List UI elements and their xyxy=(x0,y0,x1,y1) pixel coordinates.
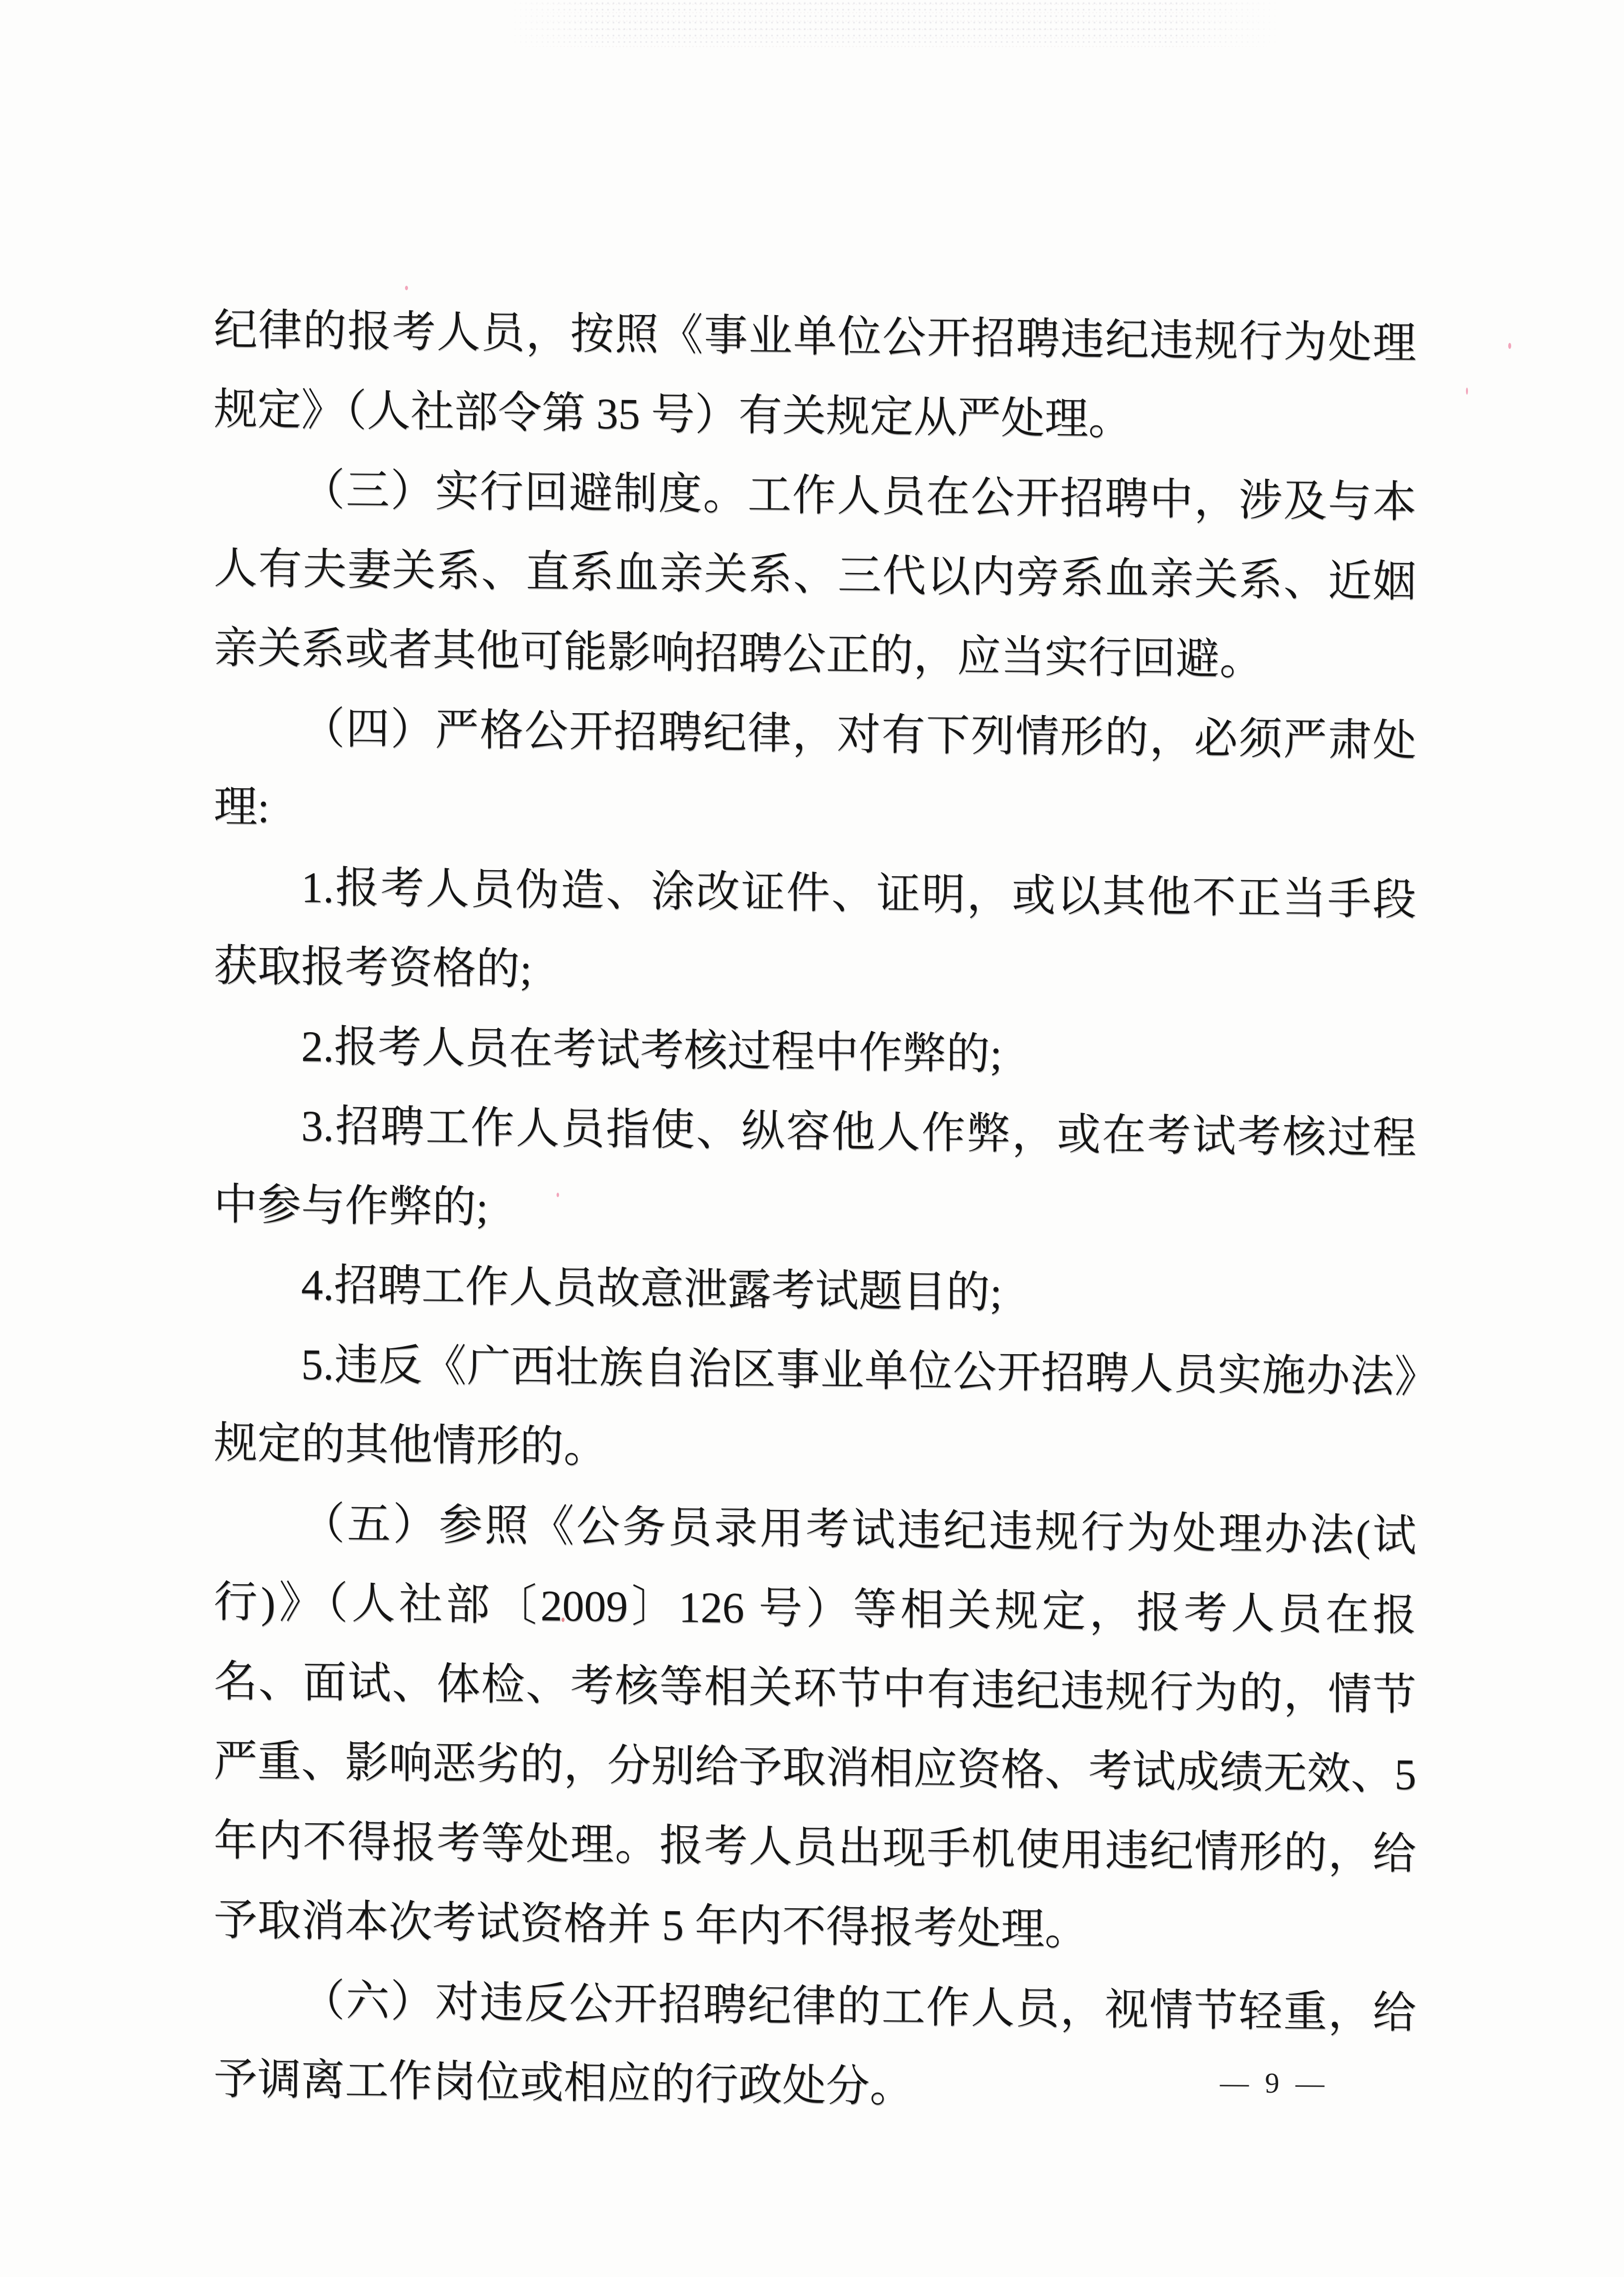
paragraph-list-5: 5.违反《广西壮族自治区事业单位公开招聘人员实施办法》规定的其他情形的。 xyxy=(214,1340,1416,1472)
scan-noise-artifact xyxy=(507,0,1282,47)
paragraph-continuation: 纪律的报考人员，按照《事业单位公开招聘违纪违规行为处理规定》（人社部令第 35 号）有关规定从严处理。 xyxy=(214,306,1416,444)
scan-speck xyxy=(1508,343,1511,349)
scan-speck xyxy=(1466,388,1468,395)
paragraph-item-5-reference: （五）参照《公务员录用考试违纪违规行为处理办法(试行)》（人社部〔2009〕126 号）等相关规定，报考人员在报名、面试、体检、考核等相关环节中有违纪违规行为的，情节严重、影响恶劣的，分别给予取消相应资格、考试成绩无效、5 年内不得报考等处理。报考人员出现手机使用违纪情形的，给予取消本次考试资格并 5 年内不得报考处理。 xyxy=(214,1499,1417,1954)
paragraph-item-4-discipline: （四）严格公开招聘纪律，对有下列情形的，必须严肃处理: xyxy=(214,704,1416,832)
paragraph-list-1: 1.报考人员伪造、涂改证件、证明，或以其他不正当手段获取报考资格的; xyxy=(214,863,1416,994)
paragraph-item-6-staff-punishment: （六）对违反公开招聘纪律的工作人员，视情节轻重，给予调离工作岗位或相应的行政处分。 xyxy=(214,1976,1416,2112)
scan-speck xyxy=(405,286,408,290)
document-content xyxy=(214,291,1416,2133)
paragraph-list-3: 3.招聘工作人员指使、纵容他人作弊，或在考试考核过程中参与作弊的; xyxy=(214,1102,1416,1232)
paragraph-list-4: 4.招聘工作人员故意泄露考试题目的; xyxy=(301,1261,1002,1317)
paragraph-list-2: 2.报考人员在考试考核过程中作弊的; xyxy=(301,1022,1002,1079)
page-number: — 9 — xyxy=(1220,2066,1329,2100)
paragraph-item-3-recusal: （三）实行回避制度。工作人员在公开招聘中，涉及与本人有夫妻关系、直系血亲关系、三代以内旁系血亲关系、近姻亲关系或者其他可能影响招聘公正的，应当实行回避。 xyxy=(214,466,1416,684)
